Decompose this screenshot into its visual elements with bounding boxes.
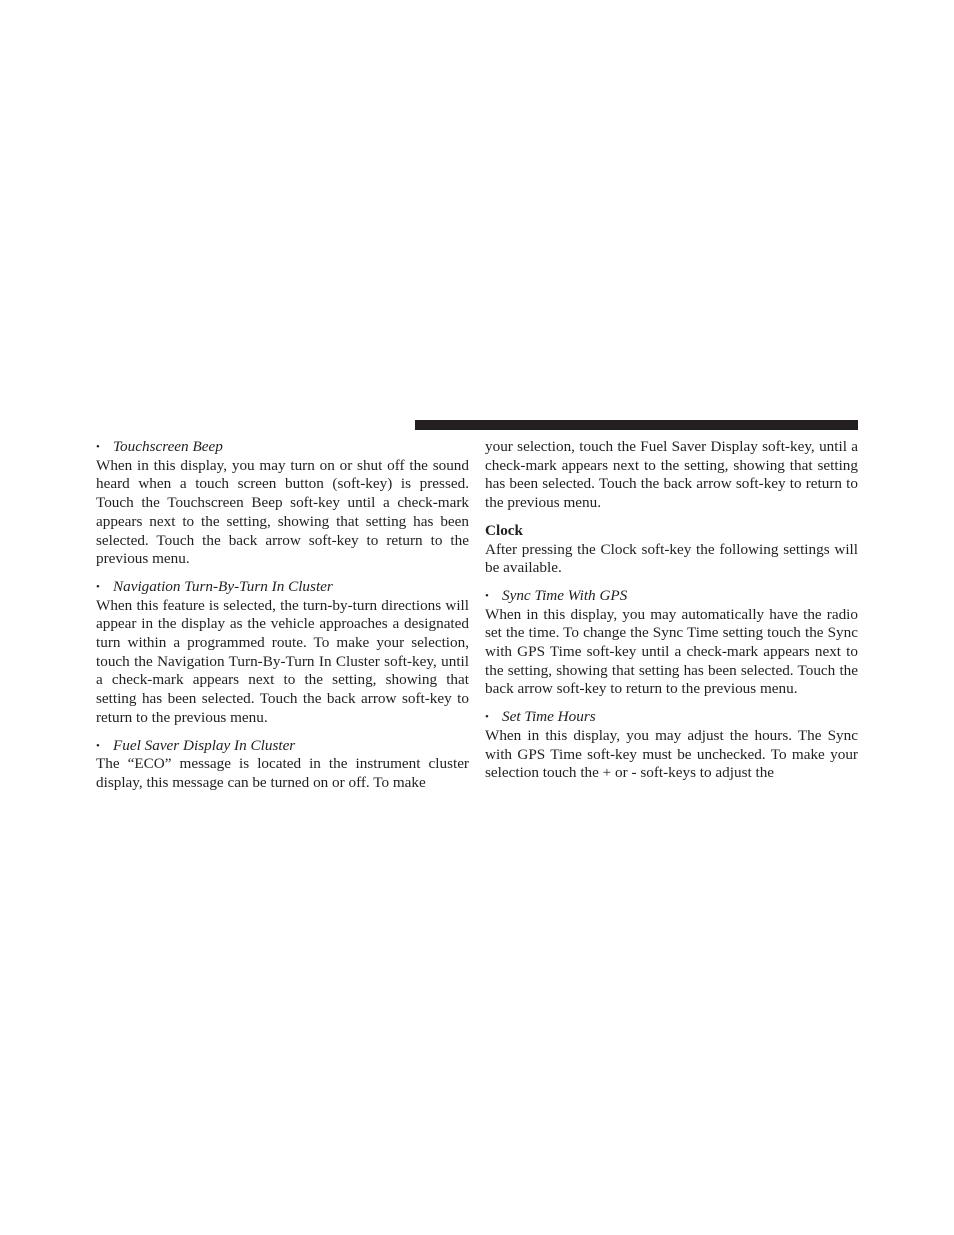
clock-section [485,522,858,578]
body-paragraph: When in this display, you may turn on or shut off the sound heard when a touch screen button (soft-key) is pressed. Touch the Touchscreen Beep soft-key until a check-mark appears next to the setting, showing that setting has been selected. Touch the back arrow soft-key to return to the previous menu. [96,456,469,568]
bullet-title: • Sync Time With GPS [485,586,628,604]
bullet-icon: • [96,441,100,453]
body-paragraph: After pressing the Clock soft-key the following settings will be available. [485,540,858,577]
section-header-bar [415,420,858,430]
body-paragraph: When in this display, you may adjust the hours. The Sync with GPS Time soft-key must be unchecked. To make your selection touch the + or - soft-keys to adjust the [485,726,858,782]
bullet-icon: • [96,739,100,752]
right-column [485,438,858,792]
bullet-icon: • [96,580,100,593]
bullet-icon: • [485,711,489,724]
touchscreen-beep-section [96,438,469,569]
navigation-turn-by-turn-section [96,578,469,728]
body-paragraph: When in this display, you may automatically have the radio set the time. To change the Sync Time setting touch the Sync with GPS Time soft-key until a check-mark appears next to the setting, showing that setting has been selected. Touch the back arrow soft-key to return to the previous menu. [485,605,858,698]
body-paragraph: When this feature is selected, the turn-by-turn directions will appear in the display as the vehicle approaches a designated turn within a programmed route. To make your selection, touch the Navigation Turn-By-Turn In Cluster soft-key, until a check-mark appears next to the setting, showing that setting has been selected. Touch the back arrow soft-key to return to the previous menu. [96,596,469,726]
set-time-hours-section [485,708,858,783]
clock-heading: Clock [485,521,523,539]
bullet-icon: • [485,589,489,602]
left-column [96,438,469,802]
bullet-title: • Navigation Turn-By-Turn In Cluster [96,577,333,595]
bullet-title: • Fuel Saver Display In Cluster [96,736,296,754]
sync-time-section [485,587,858,699]
bullet-title: • Set Time Hours [485,708,596,726]
fuel-saver-continuation [485,438,858,513]
body-paragraph: your selection, touch the Fuel Saver Display soft-key, until a check-mark appears next to the setting, showing that setting has been selected. Touch the back arrow soft-key to return to the previous menu. [485,438,858,512]
bullet-title: • Touchscreen Beep [96,438,223,455]
body-paragraph: The “ECO” message is located in the instrument cluster display, this message can be turned on or off. To make [96,755,469,791]
fuel-saver-display-section [96,737,469,793]
